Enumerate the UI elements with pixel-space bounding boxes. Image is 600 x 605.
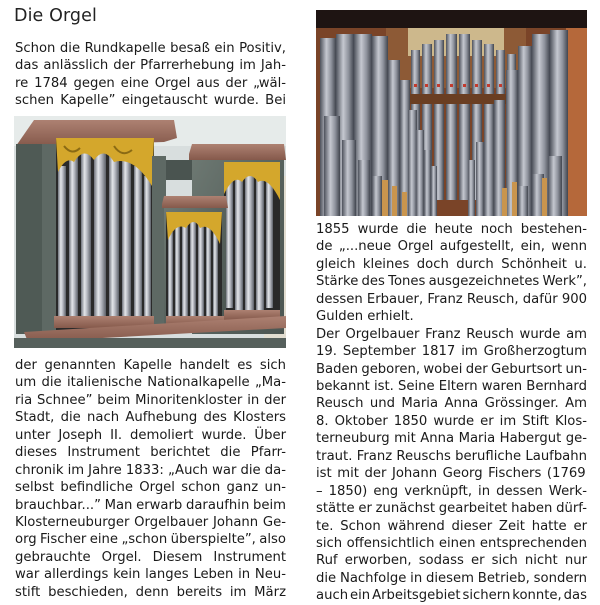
- text-line: brauchbar...” Man erwarb daraufhin beim: [15, 497, 286, 513]
- text-line: 1855 wurde die heute noch bestehen-: [316, 222, 587, 237]
- text-line: gleich kleines doch durch Schönheit u.: [316, 256, 587, 272]
- text-line: terneuburg mit Anna Maria Habergut ge-: [316, 431, 587, 447]
- text-line: ria Schnee” beim Minoritenkloster in der: [15, 392, 286, 408]
- text-line: Reusch und Maria Anna Grössinger. Am: [316, 396, 587, 412]
- middle-tower-cornice: [162, 196, 228, 208]
- right-column-para2: [316, 326, 587, 605]
- text-line: Stärke des Tones ausgezeichnetes Werk”,: [316, 274, 587, 290]
- text-line: de „...neue Orgel aufgestellt, ein, wenn: [316, 239, 587, 255]
- text-line: 8. Oktober 1850 wurde er im Stift Klos-: [316, 413, 587, 429]
- text-line: ist mit der Johann Georg Fischers (1769: [316, 466, 586, 482]
- text-line: bekannt ist. Seine Eltern waren Bernhard: [316, 379, 587, 394]
- text-line: dieses Instrument berichtet die Pfarr-: [15, 445, 286, 461]
- text-line: org Fischer eine „schon überspielte”, also: [15, 532, 286, 548]
- text-line: die Nachfolge in diesem Betrieb, sondern: [316, 570, 587, 586]
- page-title: Die Orgel: [14, 6, 97, 26]
- text-line: stift beschieden, denn bereits im März: [15, 584, 286, 600]
- left-tower-pipes: [58, 146, 151, 326]
- left-column-body: [15, 357, 286, 601]
- organ-front-illustration: [14, 116, 286, 348]
- text-line: Baden geboren, wobei der Geburtsort un-: [316, 361, 587, 377]
- left-column-intro: [15, 40, 286, 110]
- text-line: Schon die Rundkapelle besaß ein Positiv,: [15, 41, 286, 56]
- organ-front-photo: [14, 116, 286, 348]
- text-line: 19. September 1817 im Großherzogtum: [316, 344, 587, 360]
- text-line: auch ein Arbeitsgebiet sichern konnte, das: [316, 588, 587, 604]
- text-line: re 1784 gegen eine Orgel aus der „wäl-: [15, 75, 286, 91]
- text-line: dessen Erbauer, Franz Reusch, dafür 900: [316, 291, 587, 307]
- text-line: sich offensichtlich einen entsprechenden: [316, 535, 587, 551]
- text-line: te. Schon während dieser Zeit hatte er: [316, 518, 587, 534]
- text-line: Der Orgelbauer Franz Reusch wurde am: [316, 326, 587, 342]
- middle-tower-pipes: [168, 220, 218, 318]
- text-line: Ruf erworben, sodass er sich nicht nur: [316, 553, 587, 569]
- text-line: unter Joseph II. demoliert wurde. Über: [15, 427, 286, 443]
- text-line: Gulden erhielt.: [316, 309, 414, 325]
- text-line: chronik im Jahre 1833: „Auch war die da-: [15, 462, 286, 478]
- text-line: – 1850) eng verknüpft, in dessen Werk-: [316, 483, 587, 499]
- text-line: schen Kapelle” eingetauscht wurde. Bei: [15, 93, 286, 109]
- text-line: der genannten Kapelle handelt es sich: [15, 358, 286, 373]
- text-line: gebrauchte Orgel. Diesem Instrument: [15, 549, 286, 565]
- text-line: Klosterneuburger Orgelbauer Johann Ge-: [15, 514, 286, 530]
- text-line: traut. Franz Reuschs berufliche Laufbahn: [316, 448, 587, 464]
- organ-interior-photo: [316, 10, 587, 216]
- organ-interior-illustration: [316, 10, 587, 216]
- text-line: das anlässlich der Pfarrerhebung im Jah-: [15, 58, 286, 74]
- right-tower-cornice: [189, 144, 286, 160]
- text-line: stätte er zunächst gearbeitet haben dürf-: [316, 501, 587, 517]
- text-line: war allerdings kein langes Leben in Neu-: [15, 567, 286, 583]
- text-line: Stadt, die nach Aufhebung des Klosters: [15, 410, 286, 426]
- right-column-para1: [316, 221, 587, 326]
- text-line: um die italienische Nationalkapelle „Ma-: [15, 375, 286, 391]
- text-line: selbst befindliche Orgel schon ganz un-: [15, 480, 286, 496]
